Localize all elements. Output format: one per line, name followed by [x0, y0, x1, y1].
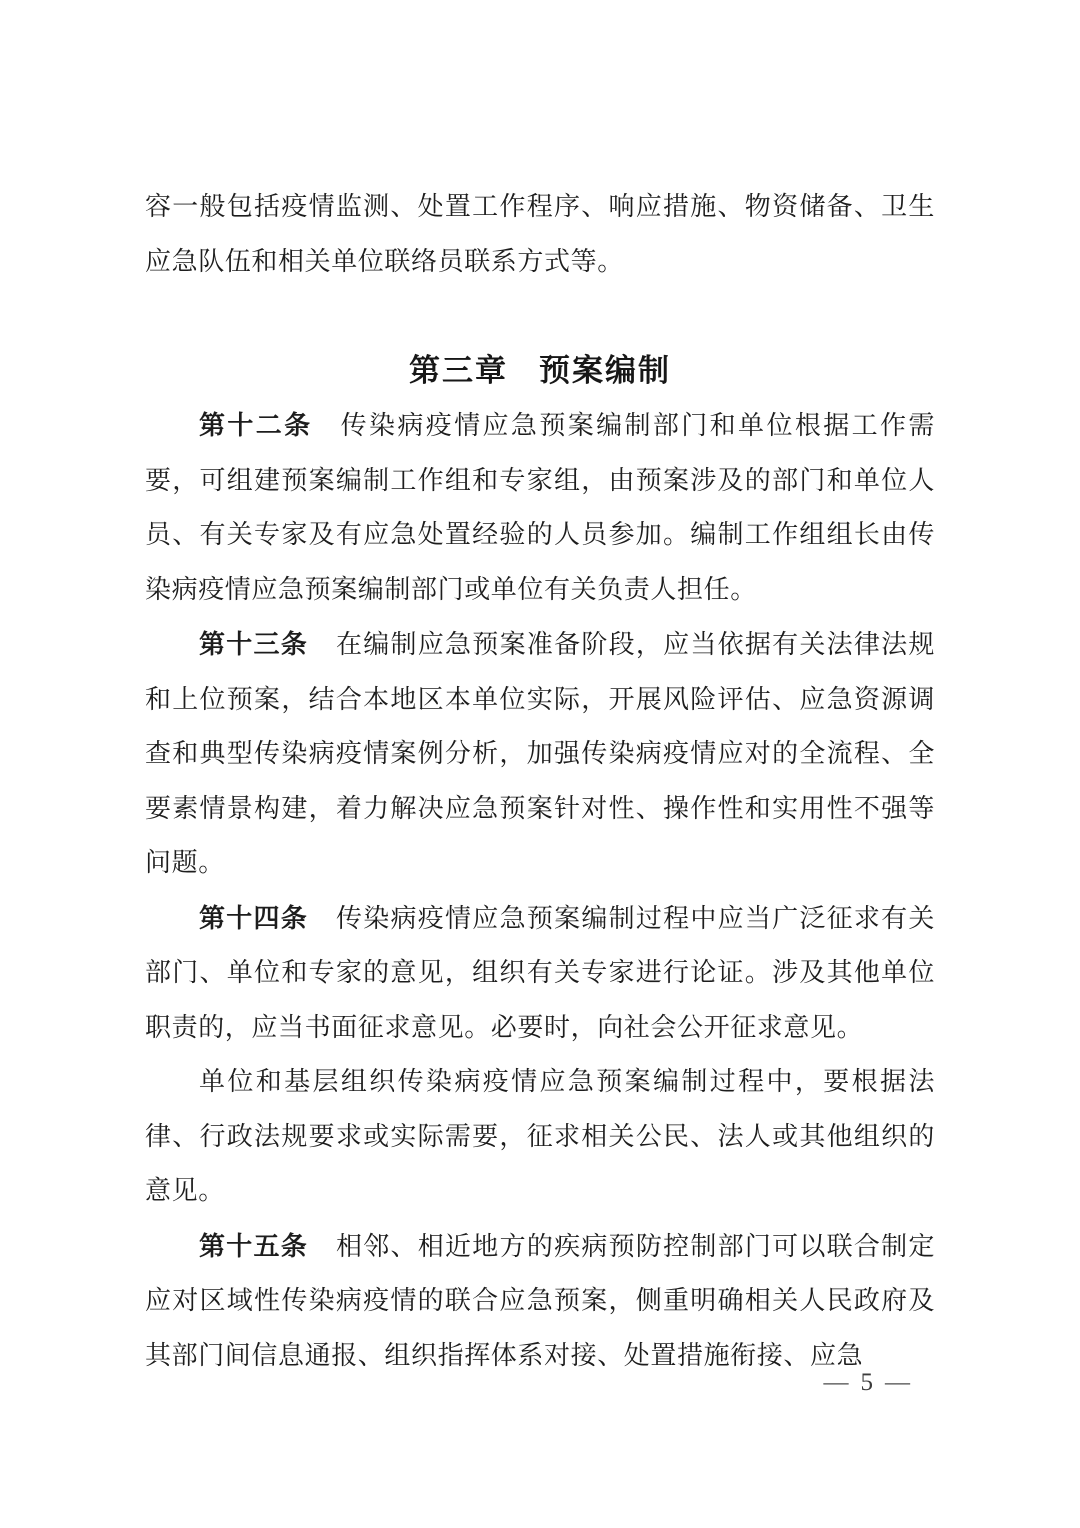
page-number-dash-left: — — [823, 1369, 849, 1396]
article-paragraph-13 — [145, 617, 935, 891]
page-number — [812, 1368, 923, 1398]
sub-paragraph-text: 单位和基层组织传染病疫情应急预案编制过程中，要根据法律、行政法规要求或实际需要，征求相关公民、法人或其他组织的意见。 — [145, 1067, 935, 1205]
page-number-value: 5 — [860, 1369, 873, 1396]
article-paragraph-12 — [145, 398, 935, 617]
article-15-text: 相邻、相近地方的疾病预防控制部门可以联合制定应对区域性传染病疫情的联合应急预案，侧重明确相关人民政府及其部门间信息通报、组织指挥体系对接、处置措施衔接、应急 — [145, 1231, 935, 1370]
chapter-heading — [145, 344, 935, 399]
chapter-title: 预案编制 — [539, 352, 671, 388]
page-number-dash-right: — — [885, 1369, 910, 1396]
article-14-label: 第十四条 — [199, 902, 309, 933]
sub-paragraph — [145, 1055, 935, 1219]
article-12-text: 传染病疫情应急预案编制部门和单位根据工作需要，可组建预案编制工作组和专家组，由预案涉及的部门和单位人员、有关专家及有应急处置经验的人员参加。编制工作组组长由传染病疫情应急预案编制部门或单位有关负责人担任。 — [145, 411, 935, 604]
article-13-label: 第十三条 — [199, 629, 309, 659]
article-12-label: 第十二条 — [199, 410, 313, 440]
article-paragraph-14 — [145, 891, 935, 1056]
article-13-text: 在编制应急预案准备阶段，应当依据有关法律法规和上位预案，结合本地区本单位实际，开展风险评估、应急资源调查和典型传染病疫情案例分析，加强传染病疫情应对的全流程、全要素情景构建，着力解决应急预案针对性、操作性和实用性不强等问题。 — [145, 630, 935, 877]
chapter-number: 第三章 — [409, 352, 508, 388]
article-15-label: 第十五条 — [199, 1230, 309, 1261]
article-14-text: 传染病疫情应急预案编制过程中应当广泛征求有关部门、单位和专家的意见，组织有关专家进行论证。涉及其他单位职责的，应当书面征求意见。必要时，向社会公开征求意见。 — [145, 903, 935, 1042]
continuation-paragraph: 容一般包括疫情监测、处置工作程序、响应措施、物资储备、卫生应急队伍和相关单位联络员联系方式等。 — [145, 192, 935, 276]
article-paragraph-15 — [145, 1219, 935, 1384]
